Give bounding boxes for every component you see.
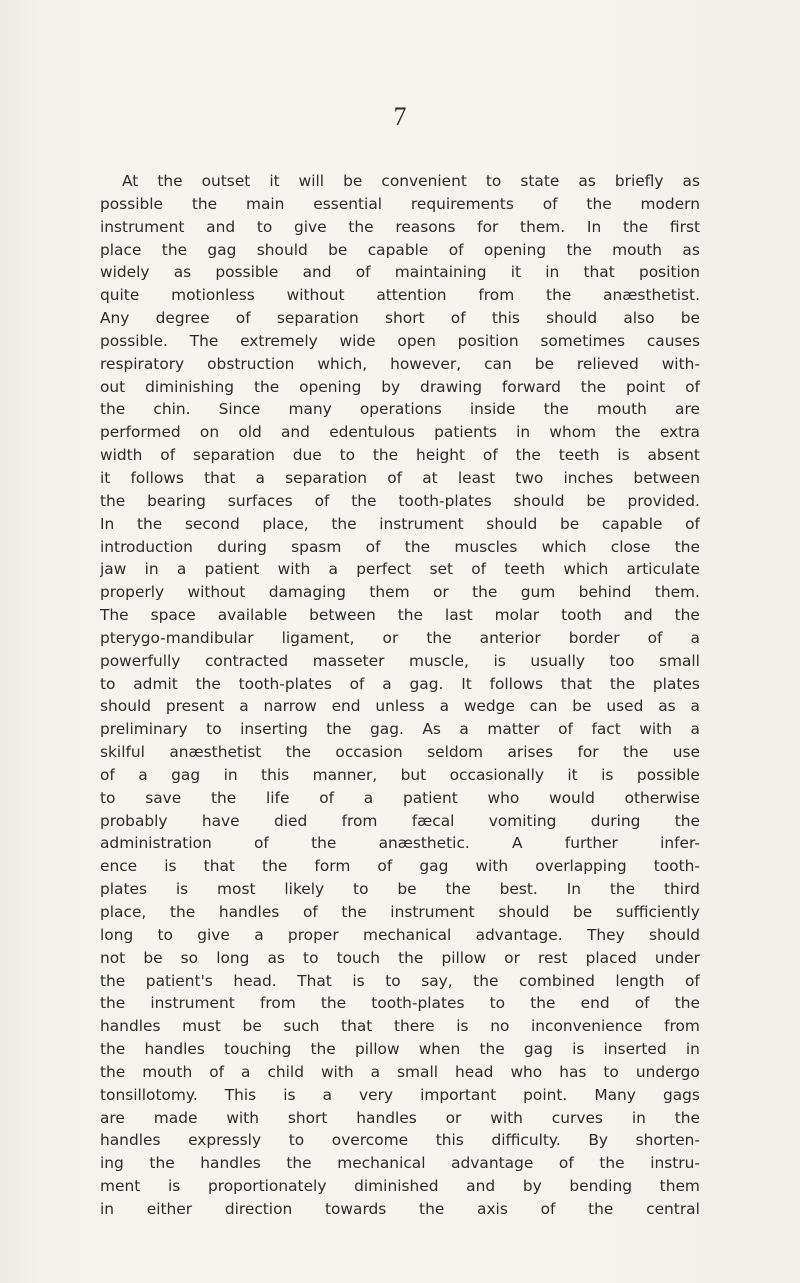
text-line: pterygo-mandibular ligament, or the anterior border of a <box>100 628 700 647</box>
text-line: probably have died from fæcal vomiting during the <box>100 811 700 830</box>
text-line: the handles touching the pillow when the gag is inserted in <box>100 1040 700 1059</box>
body-paragraph <box>100 170 700 1221</box>
text-line: properly without damaging them or the gum behind them. <box>100 583 700 602</box>
text-line: plates is most likely to be the best. In the third <box>100 880 700 899</box>
text-line: to save the life of a patient who would otherwise <box>100 788 700 807</box>
text-line: out diminishing the opening by drawing forward the point of <box>100 377 700 396</box>
text-line: the instrument from the tooth-plates to the end of the <box>100 994 700 1013</box>
text-line: the chin. Since many operations inside the mouth are <box>100 400 700 419</box>
text-line: tonsillotomy. This is a very important point. Many gags <box>100 1085 700 1104</box>
text-line: the mouth of a child with a small head who has to undergo <box>100 1062 700 1081</box>
text-line: it follows that a separation of at least two inches between <box>100 468 700 487</box>
text-line: In the second place, the instrument should be capable of <box>100 514 700 533</box>
text-line: handles must be such that there is no inconvenience from <box>100 1017 700 1036</box>
text-line: in either direction towards the axis of the central <box>100 1199 700 1218</box>
text-line: widely as possible and of maintaining it in that position <box>100 263 700 282</box>
text-line: place the gag should be capable of opening the mouth as <box>100 240 700 259</box>
text-line: width of separation due to the height of the teeth is absent <box>100 446 700 465</box>
text-line: powerfully contracted masseter muscle, is usually too small <box>100 651 700 670</box>
text-line: instrument and to give the reasons for them. In the first <box>100 217 700 236</box>
text-line: The space available between the last molar tooth and the <box>100 606 700 625</box>
text-line: of a gag in this manner, but occasionally it is possible <box>100 765 700 784</box>
text-line: not be so long as to touch the pillow or rest placed under <box>100 948 700 967</box>
text-line: the patient's head. That is to say, the combined length of <box>100 971 700 990</box>
text-line: Any degree of separation short of this should also be <box>100 309 700 328</box>
text-line: place, the handles of the instrument should be sufficiently <box>100 903 700 921</box>
text-line: possible the main essential requirements of the modern <box>100 194 700 213</box>
text-line: jaw in a patient with a perfect set of teeth which articulate <box>100 560 700 579</box>
text-line: to admit the tooth-plates of a gag. It follows that the plates <box>100 674 700 693</box>
text-line: ence is that the form of gag with overlapping tooth- <box>100 857 700 876</box>
text-line: are made with short handles or with curves in the <box>100 1108 700 1127</box>
text-line: respiratory obstruction which, however, can be relieved with- <box>100 354 700 373</box>
text-line: the bearing surfaces of the tooth-plates should be provided. <box>100 491 700 510</box>
text-line: performed on old and edentulous patients in whom the extra <box>100 423 700 442</box>
text-line: handles expressly to overcome this difficulty. By shorten- <box>100 1131 700 1150</box>
text-line: long to give a proper mechanical advantage. They should <box>100 925 700 944</box>
text-line: ing the handles the mechanical advantage of the instru- <box>100 1154 700 1173</box>
text-line: introduction during spasm of the muscles which close the <box>100 537 700 556</box>
text-line: preliminary to inserting the gag. As a matter of fact with a <box>100 720 700 739</box>
text-line: quite motionless without attention from the anæsthetist. <box>100 286 700 305</box>
text-line: At the outset it will be convenient to state as briefly as <box>122 172 700 190</box>
text-line: possible. The extremely wide open position sometimes causes <box>100 331 700 350</box>
page-number: 7 <box>393 102 407 131</box>
text-line: ment is proportionately diminished and by bending them <box>100 1177 700 1196</box>
text-line: should present a narrow end unless a wedge can be used as a <box>100 697 700 716</box>
text-line: skilful anæsthetist the occasion seldom arises for the use <box>100 743 700 762</box>
text-line: administration of the anæsthetic. A further infer- <box>100 834 700 853</box>
